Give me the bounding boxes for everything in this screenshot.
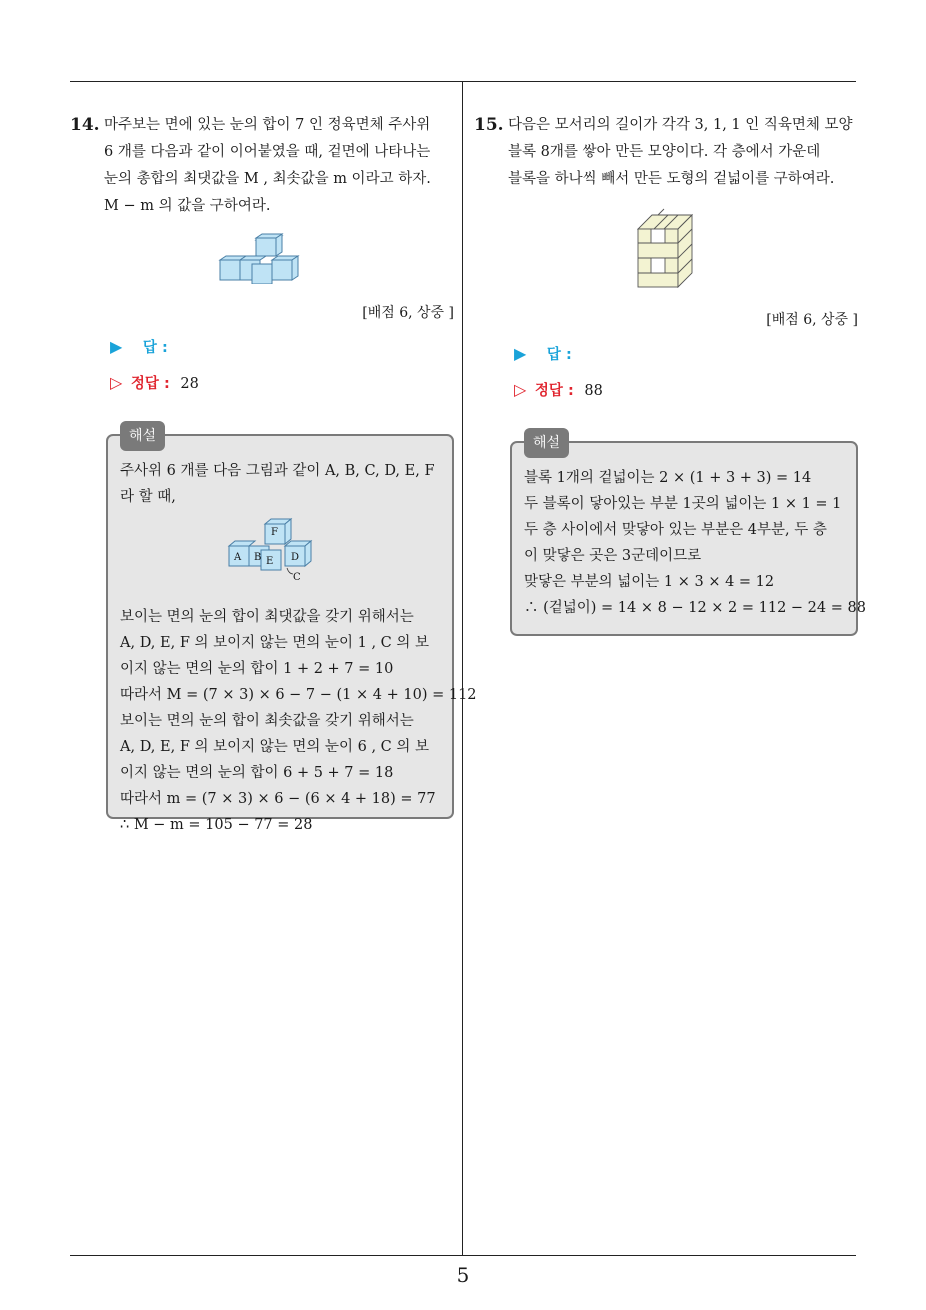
label-a: A xyxy=(234,552,242,563)
labeled-dice-illustration xyxy=(225,516,335,586)
answer-label: 답 : xyxy=(546,347,572,363)
key-row xyxy=(514,379,858,399)
key-value: 88 xyxy=(584,383,603,399)
question-15-body xyxy=(474,112,858,193)
label-d: D xyxy=(291,552,300,563)
block-figure xyxy=(474,207,858,291)
question-line: 눈의 총합의 최댓값을 M , 최솟값을 m 이라고 하자. xyxy=(104,171,431,187)
solution-line: 두 층 사이에서 맞닿아 있는 부분은 4부분, 두 층 xyxy=(524,522,827,538)
solution-line: 맞닿은 부분의 넓이는 1 × 3 × 4 = 12 xyxy=(524,574,775,590)
solution-line: ∴ (겉넓이) = 14 × 8 − 12 × 2 = 112 − 24 = 88 xyxy=(524,600,866,616)
answer-row xyxy=(110,336,454,356)
key-value: 28 xyxy=(180,376,199,392)
question-14-body xyxy=(70,112,454,220)
labeled-dice-figure xyxy=(120,516,440,586)
label-b: B xyxy=(254,552,262,563)
question-number: 15. xyxy=(474,115,504,135)
answer-label: 답 : xyxy=(142,340,168,356)
question-line: 6 개를 다음과 같이 이어붙였을 때, 겉면에 나타나는 xyxy=(104,144,431,160)
solution-line: 두 블록이 닿아있는 부분 1곳의 넓이는 1 × 1 = 1 xyxy=(524,496,842,512)
outline-triangle-icon: ▷ xyxy=(110,373,123,392)
question-line: 블록을 하나씩 빼서 만든 도형의 겉넓이를 구하여라. xyxy=(508,171,835,187)
question-line: 블록 8개를 쌓아 만든 모양이다. 각 층에서 가운데 xyxy=(508,144,821,160)
label-e: E xyxy=(266,556,274,567)
page-number: 5 xyxy=(456,1263,470,1287)
solution-box xyxy=(106,428,477,833)
column-divider xyxy=(462,81,463,1255)
score-label: [배점 6, 상중 ] xyxy=(362,305,454,321)
filled-triangle-icon: ▶ xyxy=(514,344,527,363)
solution-tag: 해설 xyxy=(120,421,165,451)
solution-line: 라 할 때, xyxy=(120,489,176,505)
stacked-blocks-illustration xyxy=(634,207,698,291)
label-c: C xyxy=(293,572,301,583)
bottom-rule xyxy=(70,1255,856,1256)
solution-line: 이지 않는 면의 눈의 합이 1 + 2 + 7 = 10 xyxy=(120,661,394,677)
key-label: 정답 : xyxy=(130,376,170,392)
question-line: M − m 의 값을 구하여라. xyxy=(104,198,271,214)
dice-arrangement-illustration xyxy=(216,232,308,284)
question-line: 마주보는 면에 있는 눈의 합이 7 인 정육면체 주사위 xyxy=(104,117,431,133)
question-number: 14. xyxy=(70,115,100,135)
key-label: 정답 : xyxy=(534,383,574,399)
solution-line: 이지 않는 면의 눈의 합이 6 + 5 + 7 = 18 xyxy=(120,765,394,781)
solution-line: A, D, E, F 의 보이지 않는 면의 눈이 1 , C 의 보 xyxy=(120,635,429,651)
solution-line: 따라서 M = (7 × 3) × 6 − 7 − (1 × 4 + 10) = 112 xyxy=(120,687,477,703)
question-14 xyxy=(70,112,477,833)
solution-line: 따라서 m = (7 × 3) × 6 − (6 × 4 + 18) = 77 xyxy=(120,791,436,807)
solution-line: 주사위 6 개를 다음 그림과 같이 A, B, C, D, E, F xyxy=(120,463,435,479)
solution-line: A, D, E, F 의 보이지 않는 면의 눈이 6 , C 의 보 xyxy=(120,739,429,755)
answer-row xyxy=(514,343,858,363)
solution-line: 이 맞닿은 곳은 3군데이므로 xyxy=(524,548,702,564)
outline-triangle-icon: ▷ xyxy=(514,380,527,399)
solution-line: 보이는 면의 눈의 합이 최솟값을 갖기 위해서는 xyxy=(120,713,414,729)
question-line: 다음은 모서리의 길이가 각각 3, 1, 1 인 직육면체 모양 xyxy=(508,117,853,133)
top-rule xyxy=(70,81,856,82)
solution-line: 블록 1개의 겉넓이는 2 × (1 + 3 + 3) = 14 xyxy=(524,470,812,486)
key-row xyxy=(110,372,454,392)
question-text xyxy=(104,112,454,220)
score-label: [배점 6, 상중 ] xyxy=(766,312,858,328)
solution-tag: 해설 xyxy=(524,428,569,458)
question-15 xyxy=(474,112,866,636)
question-text xyxy=(508,112,858,193)
filled-triangle-icon: ▶ xyxy=(110,337,123,356)
solution-line: ∴ M − m = 105 − 77 = 28 xyxy=(120,817,313,833)
label-f: F xyxy=(271,527,278,538)
solution-box xyxy=(510,435,866,636)
dice-figure xyxy=(70,232,454,284)
solution-line: 보이는 면의 눈의 합이 최댓값을 갖기 위해서는 xyxy=(120,609,414,625)
